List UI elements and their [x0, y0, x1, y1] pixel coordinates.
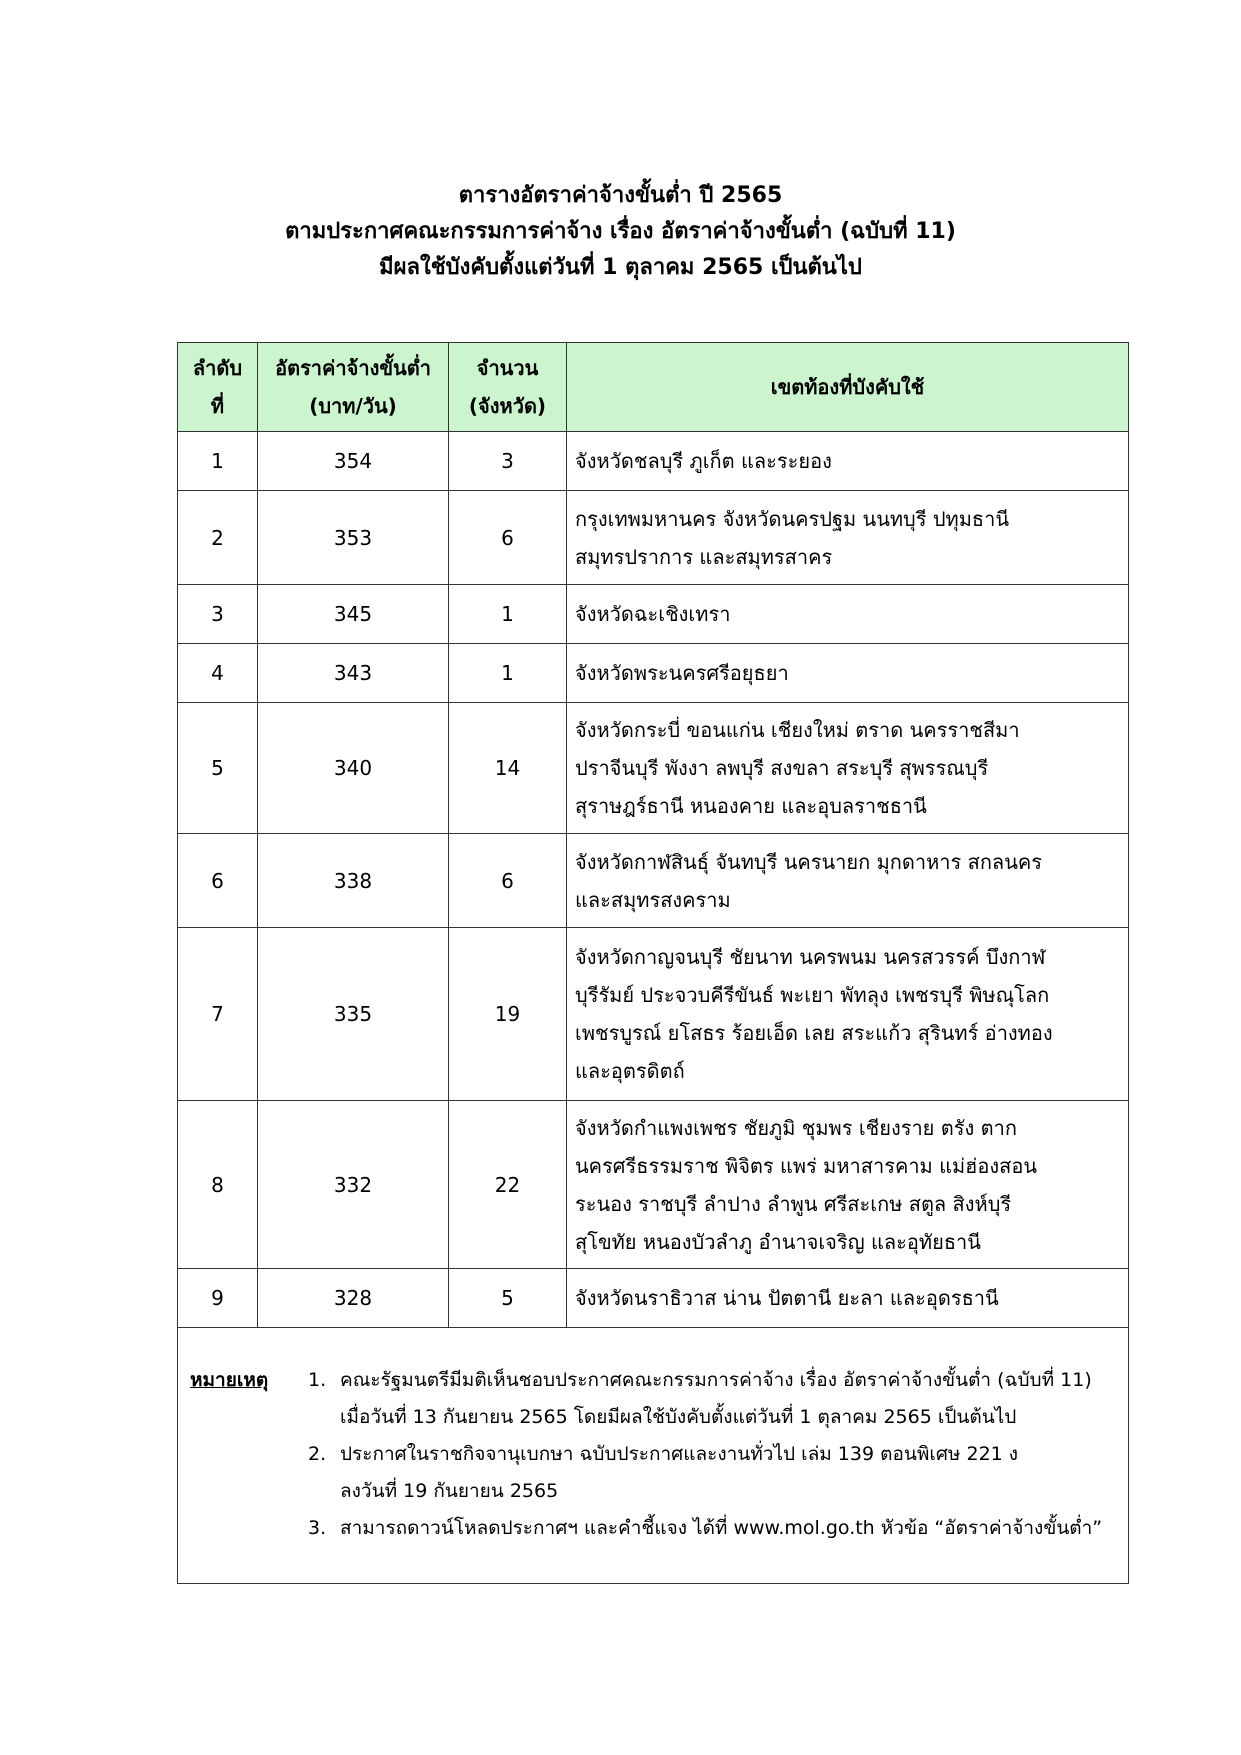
notes-row	[178, 1328, 1129, 1584]
cell-rate: 340	[258, 703, 449, 834]
note-item	[308, 1510, 1116, 1547]
cell-count: 19	[449, 928, 567, 1101]
area-line: สุโขทัย หนองบัวลำภู อำนาจเจริญ และอุทัยธานี	[575, 1229, 981, 1254]
table-row	[178, 834, 1129, 928]
table-row	[178, 1101, 1129, 1269]
notes-section	[190, 1362, 1116, 1547]
cell-rate: 345	[258, 585, 449, 644]
header-rate: อัตราค่าจ้างขั้นต่ำ (บาท/วัน)	[258, 343, 449, 432]
table-row	[178, 1269, 1129, 1328]
table-row	[178, 928, 1129, 1101]
cell-order: 1	[178, 432, 258, 491]
area-line: จังหวัดชลบุรี ภูเก็ต และระยอง	[575, 449, 832, 473]
note-number: 1.	[308, 1369, 327, 1391]
note-line: คณะรัฐมนตรีมีมติเห็นชอบประกาศคณะกรรมการค่าจ้าง เรื่อง อัตราค่าจ้างขั้นต่ำ (ฉบับที่ 11)	[340, 1369, 1092, 1391]
table-row	[178, 703, 1129, 834]
area-line: จังหวัดกระบี่ ขอนแก่น เชียงใหม่ ตราด นครราชสีมา	[575, 718, 1020, 742]
cell-count: 6	[449, 491, 567, 585]
cell-count: 3	[449, 432, 567, 491]
cell-order: 7	[178, 928, 258, 1101]
note-number: 2.	[308, 1443, 327, 1465]
notes-list	[308, 1362, 1116, 1547]
area-line: จังหวัดพระนครศรีอยุธยา	[575, 661, 789, 685]
cell-area	[567, 703, 1129, 834]
notes-label: หมายเหตุ	[190, 1369, 269, 1391]
notes-cell	[178, 1328, 1129, 1584]
note-item	[308, 1436, 1116, 1510]
cell-area	[567, 585, 1129, 644]
cell-rate: 328	[258, 1269, 449, 1328]
cell-rate: 332	[258, 1101, 449, 1269]
cell-order: 6	[178, 834, 258, 928]
note-text	[340, 1362, 1092, 1436]
cell-area	[567, 834, 1129, 928]
area-line: สุราษฎร์ธานี หนองคาย และอุบลราชธานี	[575, 794, 927, 818]
area-line: และสมุทรสงคราม	[575, 887, 731, 912]
title-line-2: ตามประกาศคณะกรรมการค่าจ้าง เรื่อง อัตราค่าจ้างขั้นต่ำ (ฉบับที่ 11)	[285, 219, 956, 244]
area-line: จังหวัดนราธิวาส น่าน ปัตตานี ยะลา และอุดรธานี	[575, 1286, 999, 1310]
area-line: เพชรบูรณ์ ยโสธร ร้อยเอ็ด เลย สระแก้ว สุรินทร์ อ่างทอง	[575, 1021, 1053, 1045]
area-line: ปราจีนบุรี พังงา ลพบุรี สงขลา สระบุรี สุพรรณบุรี	[575, 756, 989, 780]
cell-order: 4	[178, 644, 258, 703]
note-line: เมื่อวันที่ 13 กันยายน 2565 โดยมีผลใช้บังคับตั้งแต่วันที่ 1 ตุลาคม 2565 เป็นต้นไป	[340, 1406, 1017, 1428]
cell-area	[567, 432, 1129, 491]
area-line: จังหวัดกาญจนบุรี ชัยนาท นครพนม นครสวรรค์ บึงกาฬ	[575, 945, 1046, 969]
note-line: สามารถดาวน์โหลดประกาศฯ และคำชี้แจง ได้ที่ www.mol.go.th หัวข้อ “อัตราค่าจ้างขั้นต่ำ”	[340, 1517, 1103, 1539]
table-row	[178, 644, 1129, 703]
cell-area	[567, 491, 1129, 585]
cell-order: 3	[178, 585, 258, 644]
note-number: 3.	[308, 1517, 327, 1539]
cell-count: 5	[449, 1269, 567, 1328]
table-row	[178, 491, 1129, 585]
note-item	[308, 1362, 1116, 1436]
area-line: จังหวัดกาฬสินธุ์ จันทบุรี นครนายก มุกดาหาร สกลนคร	[575, 849, 1042, 874]
note-text	[340, 1436, 1018, 1510]
note-line: ประกาศในราชกิจจานุเบกษา ฉบับประกาศและงานทั่วไป เล่ม 139 ตอนพิเศษ 221 ง	[340, 1443, 1019, 1465]
note-line: ลงวันที่ 19 กันยายน 2565	[340, 1480, 559, 1502]
cell-order: 8	[178, 1101, 258, 1269]
cell-order: 2	[178, 491, 258, 585]
table-row	[178, 585, 1129, 644]
table-body	[178, 432, 1129, 1328]
area-line: สมุทรปราการ และสมุทรสาคร	[575, 544, 833, 569]
cell-area	[567, 1269, 1129, 1328]
title-line-3: มีผลใช้บังคับตั้งแต่วันที่ 1 ตุลาคม 2565 เป็นต้นไป	[379, 255, 862, 280]
cell-order: 9	[178, 1269, 258, 1328]
cell-count: 14	[449, 703, 567, 834]
title-line-1: ตารางอัตราค่าจ้างขั้นต่ำ ปี 2565	[458, 183, 783, 208]
cell-order: 5	[178, 703, 258, 834]
cell-rate: 353	[258, 491, 449, 585]
minimum-wage-table	[177, 342, 1129, 1584]
cell-count: 1	[449, 585, 567, 644]
cell-rate: 343	[258, 644, 449, 703]
header-order: ลำดับ ที่	[178, 343, 258, 432]
document-title	[0, 178, 1241, 286]
area-line: ระนอง ราชบุรี ลำปาง ลำพูน ศรีสะเกษ สตูล สิงห์บุรี	[575, 1191, 1012, 1216]
cell-area	[567, 1101, 1129, 1269]
area-line: กรุงเทพมหานคร จังหวัดนครปฐม นนทบุรี ปทุมธานี	[575, 506, 1010, 531]
area-line: บุรีรัมย์ ประจวบคีรีขันธ์ พะเยา พัทลุง เพชรบุรี พิษณุโลก	[575, 983, 1050, 1007]
cell-count: 22	[449, 1101, 567, 1269]
cell-rate: 335	[258, 928, 449, 1101]
table-row	[178, 432, 1129, 491]
cell-rate: 338	[258, 834, 449, 928]
cell-count: 1	[449, 644, 567, 703]
cell-area	[567, 928, 1129, 1101]
area-line: นครศรีธรรมราช พิจิตร แพร่ มหาสารคาม แม่ฮ่องสอน	[575, 1153, 1038, 1178]
table-header-row	[178, 343, 1129, 432]
area-line: และอุตรดิตถ์	[575, 1059, 685, 1083]
cell-area	[567, 644, 1129, 703]
area-line: จังหวัดกำแพงเพชร ชัยภูมิ ชุมพร เชียงราย ตรัง ตาก	[575, 1115, 1017, 1140]
cell-count: 6	[449, 834, 567, 928]
header-count: จำนวน (จังหวัด)	[449, 343, 567, 432]
note-text	[340, 1510, 1102, 1547]
cell-rate: 354	[258, 432, 449, 491]
area-line: จังหวัดฉะเชิงเทรา	[575, 602, 731, 626]
header-area: เขตท้องที่บังคับใช้	[567, 343, 1129, 432]
